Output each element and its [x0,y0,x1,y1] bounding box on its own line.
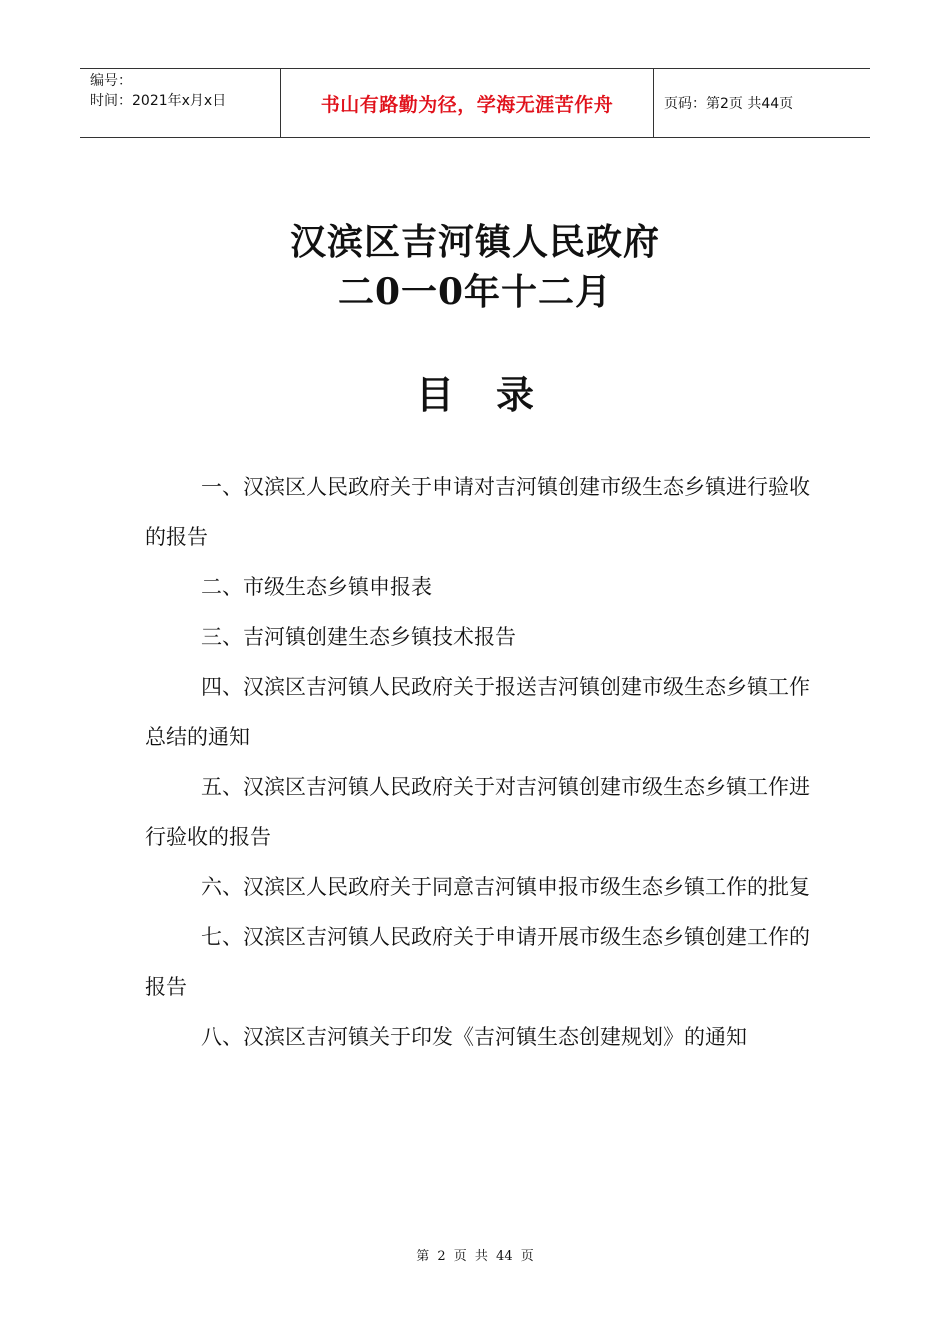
time-label: 时间：2021年x月x日 [90,93,227,109]
toc-item: 四、汉滨区吉河镇人民政府关于报送吉河镇创建市级生态乡镇工作总结的通知 [145,675,810,749]
document-date: 二0一0年十二月 [337,271,613,313]
toc-heading: 目录 [415,372,576,417]
header-meta [80,69,281,137]
table-of-contents [145,462,810,1062]
toc-item: 六、汉滨区人民政府关于同意吉河镇申报市级生态乡镇工作的批复 [201,875,810,899]
toc-item: 三、吉河镇创建生态乡镇技术报告 [201,625,516,649]
toc-item: 五、汉滨区吉河镇人民政府关于对吉河镇创建市级生态乡镇工作进行验收的报告 [145,775,810,849]
document-header [80,68,870,138]
header-motto: 书山有路勤为径，学海无涯苦作舟 [281,69,654,137]
toc-item: 八、汉滨区吉河镇关于印发《吉河镇生态创建规划》的通知 [201,1025,747,1049]
toc-item: 一、汉滨区人民政府关于申请对吉河镇创建市级生态乡镇进行验收的报告 [145,475,810,549]
number-label: 编号： [90,73,132,89]
toc-item: 七、汉滨区吉河镇人民政府关于申请开展市级生态乡镇创建工作的报告 [145,925,810,999]
document-title: 汉滨区吉河镇人民政府 [289,221,660,263]
page-footer: 第 2 页 共 44 页 [416,1249,534,1264]
header-page-info: 页码：第2页 共44页 [664,96,794,112]
toc-item: 二、市级生态乡镇申报表 [201,575,432,599]
